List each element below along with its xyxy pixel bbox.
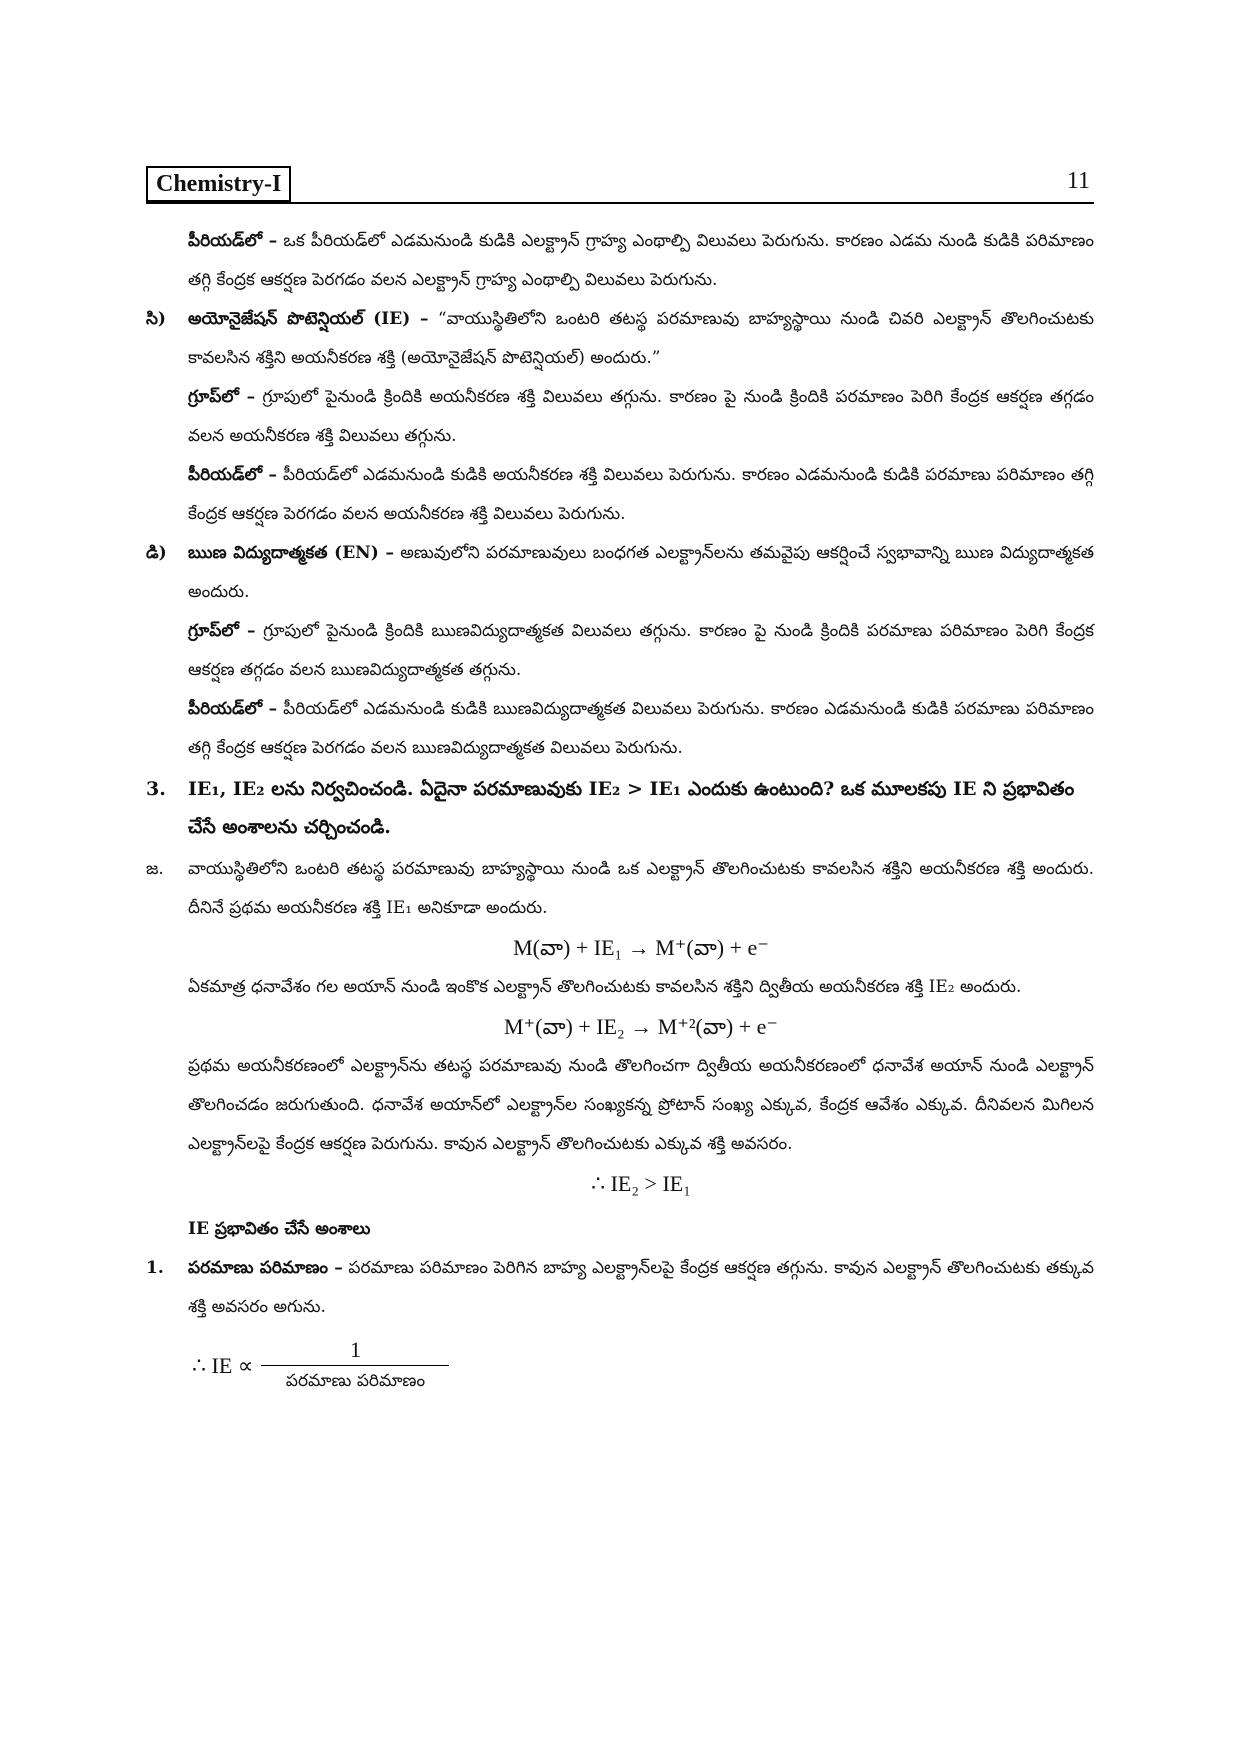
question-3: [146, 770, 1094, 846]
paragraph-text: పరమాణు పరిమాణం పెరిగిన బాహ్య ఎలక్ట్రాన్‌లపై కేంద్రక ఆకర్షణ తగ్గును. కావున ఎలక్ట్రాన్ తొలగించుటకు తక్కువ శక్తి అవసరం అగును.: [188, 1258, 1094, 1317]
formula-lhs: ∴ IE ∝: [192, 1353, 254, 1378]
paragraph-d-period: [188, 690, 1094, 768]
item-label: సి): [146, 309, 166, 329]
paragraph-text: పీరియడ్‌లో ఎడమనుండి కుడికి అయనీకరణ శక్తి విలువలు పెరుగును. కారణం ఎడమనుండి కుడికి పరమాణు పరిమాణం తగ్గి కేంద్రక ఆకర్షణ పెరగడం వలన అయనీకరణ శక్తి విలువలు పెరుగును.: [188, 465, 1094, 524]
paragraph-text: అణువులోని పరమాణువులు బంధగత ఎలక్ట్రాన్‌లను తమవైపు ఆకర్షించే స్వభావాన్ని ఋణ విద్యుదాత్మకత అందురు.: [188, 543, 1094, 602]
page-header: [146, 166, 1094, 204]
section-d: [146, 534, 1094, 768]
chapter-label: Chemistry-I: [146, 166, 291, 202]
paragraph-d-group: [188, 612, 1094, 690]
subheading: ఋణ విద్యుదాత్మకత (EN) –: [188, 543, 395, 563]
subheading: పీరియడ్‌లో –: [188, 465, 278, 485]
equation-2: M⁺(వా) + IE₂ → M⁺²(వా) + e⁻: [504, 1014, 778, 1039]
answer-paragraph-2: ఏకమాత్ర ధనావేశం గల అయాన్ నుండి ఇంకొక ఎలక్ట్రాన్ తొలగించుటకు కావలసిన శక్తిని ద్వితీయ అయనీకరణ శక్తి IE₂ అందురు.: [188, 977, 1022, 997]
fraction-numerator: 1: [261, 1335, 449, 1366]
page-number: 11: [1066, 168, 1090, 194]
factors-heading: IE ప్రభావితం చేసే అంశాలు: [188, 1219, 371, 1239]
subheading: అయోనైజేషన్ పొటెన్షియల్ (IE) –: [188, 309, 429, 329]
paragraph-text: గ్రూపులో పైనుండి క్రిందికి ఋణవిద్యుదాత్మకత విలువలు తగ్గును. కారణం పై నుండి క్రిందికి పరమాణు పరిమాణం పెరిగి కేంద్రక ఆకర్షణ తగ్గడం వలన ఋణవిద్యుదాత్మకత తగ్గును.: [188, 621, 1094, 680]
subheading: గ్రూప్‌లో –: [188, 621, 256, 641]
fraction: [261, 1335, 449, 1396]
factor-1-text: [188, 1249, 1094, 1327]
item-label: డి): [146, 543, 167, 563]
paragraph-text: “వాయుస్థితిలోని ఒంటరి తటస్థ పరమాణువు బాహ్యస్థాయి నుండి చివరి ఎలక్ట్రాన్ తొలగించుటకు కావలసిన శక్తిని అయనీకరణ శక్తి (అయోనైజేషన్ పొటెన్షియల్) అందురు.”: [188, 309, 1094, 368]
answer-paragraph-3: ప్రథమ అయనీకరణంలో ఎలక్ట్రాన్‌ను తటస్థ పరమాణువు నుండి తొలగించగా ద్వితీయ అయనీకరణంలో ధనావేశ అయాన్ నుండి ఎలక్ట్రాన్ తొలగించడం జరుగుతుంది. ధనావేశ అయాన్‌లో ఎలక్ట్రాన్‌ల సంఖ్యకన్న ప్రోటాన్ సంఖ్య ఎక్కువ, కేంద్రక ఆవేశం ఎక్కువ. దీనివలన మిగిలన ఎలక్ట్రాన్‌లపై కేంద్రక ఆకర్షణ పెరుగును. కావున ఎలక్ట్రాన్ తొలగించుటకు ఎక్కువ శక్తి అవసరం.: [188, 1056, 1094, 1154]
paragraph-c-period: [188, 456, 1094, 534]
question-text: IE₁, IE₂ లను నిర్వచించండి. ఏదైనా పరమాణువుకు IE₂ > IE₁ ఎందుకు ఉంటుంది? ఒక మూలకపు IE ని ప్రభావితం చేసే అంశాలను చర్చించండి.: [188, 778, 1075, 838]
paragraph-b-period: [146, 222, 1094, 300]
subheading: గ్రూప్‌లో –: [188, 387, 256, 407]
item-label: 1.: [146, 1258, 164, 1278]
factor-1: [146, 1249, 1094, 1327]
subheading: పరమాణు పరిమాణం –: [188, 1258, 343, 1278]
paragraph-c-definition: [188, 300, 1094, 378]
paragraph-text: పీరియడ్‌లో ఎడమనుండి కుడికి ఋణవిద్యుదాత్మకత విలువలు పెరుగును. కారణం ఎడమనుండి కుడికి పరమాణు పరిమాణం తగ్గి కేంద్రక ఆకర్షణ పెరగడం వలన ఋణవిద్యుదాత్మకత విలువలు పెరుగును.: [188, 699, 1094, 758]
page-content: [146, 222, 1094, 1396]
equation-3: ∴ IE₂ > IE₁: [591, 1171, 691, 1196]
formula-ie-proportional: [146, 1335, 1094, 1396]
subheading: పీరియడ్‌లో –: [188, 699, 278, 719]
section-c: [146, 300, 1094, 534]
answer-paragraph-1: వాయుస్థితిలోని ఒంటరి తటస్థ పరమాణువు బాహ్యస్థాయి నుండి ఒక ఎలక్ట్రాన్ తొలగించుటకు కావలసిన శక్తిని అయనీకరణ శక్తి అందురు. దీనినే ప్రథమ అయనీకరణ శక్తి IE₁ అనికూడా అందురు.: [188, 859, 1094, 918]
equation-1: M(వా) + IE₁ → M⁺(వా) + e⁻: [513, 935, 769, 960]
paragraph-d-definition: [188, 534, 1094, 612]
answer-label: జ.: [146, 859, 164, 879]
fraction-denominator: పరమాణు పరిమాణం: [285, 1371, 426, 1391]
paragraph-text: గ్రూపులో పైనుండి క్రిందికి అయనీకరణ శక్తి విలువలు తగ్గును. కారణం పై నుండి క్రిందికి పరమాణం పెరిగి కేంద్రక ఆకర్షణ తగ్గడం వలన అయనీకరణ శక్తి విలువలు తగ్గును.: [188, 387, 1094, 446]
question-number: 3.: [146, 778, 166, 800]
paragraph-text: ఒక పీరియడ్‌లో ఎడమనుండి కుడికి ఎలక్ట్రాన్ గ్రాహ్య ఎంథాల్పి విలువలు పెరుగును. కారణం ఎడమ నుండి కుడికి పరిమాణం తగ్గి కేంద్రక ఆకర్షణ పెరగడం వలన ఎలక్ట్రాన్ గ్రాహ్య ఎంథాల్పి విలువలు పెరుగును.: [188, 231, 1094, 290]
subheading: పీరియడ్‌లో –: [188, 231, 278, 251]
answer-3: [146, 850, 1094, 1204]
paragraph-c-group: [188, 378, 1094, 456]
